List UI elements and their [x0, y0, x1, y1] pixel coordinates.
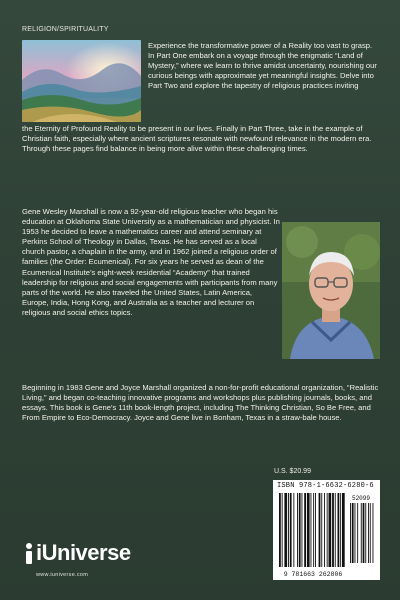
barcode-addon-bar — [352, 503, 354, 563]
barcode-addon-bar — [355, 503, 356, 563]
barcode-bar — [315, 493, 316, 567]
author-bio — [22, 207, 280, 318]
barcode-addon-bar — [350, 503, 351, 563]
barcode-bar — [327, 493, 328, 567]
barcode-bar — [282, 493, 283, 567]
barcode-bar — [304, 493, 306, 567]
landscape-illustration — [22, 40, 141, 122]
barcode-bar — [321, 493, 322, 567]
barcode-bar — [284, 493, 287, 567]
isbn-barcode — [273, 480, 380, 580]
intro-continued — [22, 124, 382, 154]
barcode-graphic — [273, 480, 380, 580]
barcode-bar — [302, 493, 303, 567]
intro-text: Experience the transformative power of a Reality too vast to grasp. In Part One embark on a voyage through the enigmatic “Land of Mystery,” where we learn to thrive amidst uncertainty, nourishing our curious beings with approximate yet meaningful insights. Delve into Part Two and explore the tapestry of religious practices inviting — [148, 41, 377, 91]
publisher-logo[interactable] — [22, 540, 131, 566]
barcode-bar — [288, 493, 289, 567]
barcode-bar — [279, 493, 281, 567]
barcode-bar — [342, 493, 345, 567]
price-label: U.S. $20.99 — [274, 468, 311, 475]
barcode-bar — [324, 493, 325, 567]
barcode-bar — [313, 493, 314, 567]
intro-text-continued: the Eternity of Profound Reality to be present in our lives. Finally in Part Three, take in the example of Christian faith, especially where ancient scriptures resonate with newfound relevance in the modern era. Through these pages find balance in being more alive within these challenging times. — [22, 124, 372, 154]
barcode-addon-digits: 52099 — [351, 495, 371, 502]
iuniverse-logo-icon — [22, 542, 36, 564]
barcode-bar — [307, 493, 310, 567]
barcode-addon-bar — [363, 503, 365, 563]
author-portrait — [282, 222, 380, 359]
author-photo — [282, 222, 380, 359]
barcode-bar — [297, 493, 298, 567]
barcode-bar — [290, 493, 292, 567]
barcode-addon-bar — [361, 503, 362, 563]
barcode-bar — [293, 493, 294, 567]
category-label: RELIGION/SPIRITUALITY — [22, 26, 109, 33]
barcode-addon-bar — [373, 503, 374, 563]
intro-paragraph — [148, 41, 380, 91]
closing-paragraph — [22, 383, 382, 423]
barcode-addon-bar — [365, 503, 366, 563]
barcode-addon-bar — [370, 503, 371, 563]
barcode-bar — [319, 493, 321, 567]
barcode-bar — [338, 493, 340, 567]
barcode-bar — [340, 493, 341, 567]
isbn-label: ISBN 978-1-6632-6280-6 — [277, 482, 374, 490]
barcode-bar — [299, 493, 301, 567]
barcode-bar — [311, 493, 312, 567]
cover-landscape-image — [22, 40, 141, 122]
barcode-bar — [335, 493, 336, 567]
barcode-addon-bar — [357, 503, 358, 563]
barcode-addon-bar — [368, 503, 369, 563]
barcode-digits: 9 781663 262806 — [283, 571, 343, 578]
closing-text: Beginning in 1983 Gene and Joyce Marshall organized a non-for-profit educational organization, “Realistic Living,” and began co-teaching innovative programs and workshops plus publishing journals, books, and essays. This book is Gene’s 11th book-length project, including The Thinking Christian, So Be Free, and From Empire to Eco-Democracy. Joyce and Gene live in Bonham, Texas in a straw-bale house. — [22, 383, 379, 423]
publisher-url[interactable]: www.iuniverse.com — [36, 572, 89, 578]
author-bio-text: Gene Wesley Marshall is now a 92-year-old religious teacher who began his education at Oklahoma State University as a mathematician and physicist. In 1953 he decided to leave a mathematics career and attend seminary at Perkins School of Theology in Dallas, Texas. He has served as a local church pastor, a chaplain in the army, and in 1962 joined a religious order of families (the Order: Ecumenical). For six years he served as dean of the Ecumenical Institute’s eight-week residential “Academy” that trained leadership for religious and social engagements with participants from many parts of the world. He also traveled the United States, Latin America, Europe, India, Hong Kong, and Australia as a teacher and lecturer on religious and social ethics topics. — [22, 207, 280, 317]
publisher-name: iUniverse — [36, 540, 131, 565]
barcode-bar — [329, 493, 332, 567]
barcode-bar — [332, 493, 334, 567]
